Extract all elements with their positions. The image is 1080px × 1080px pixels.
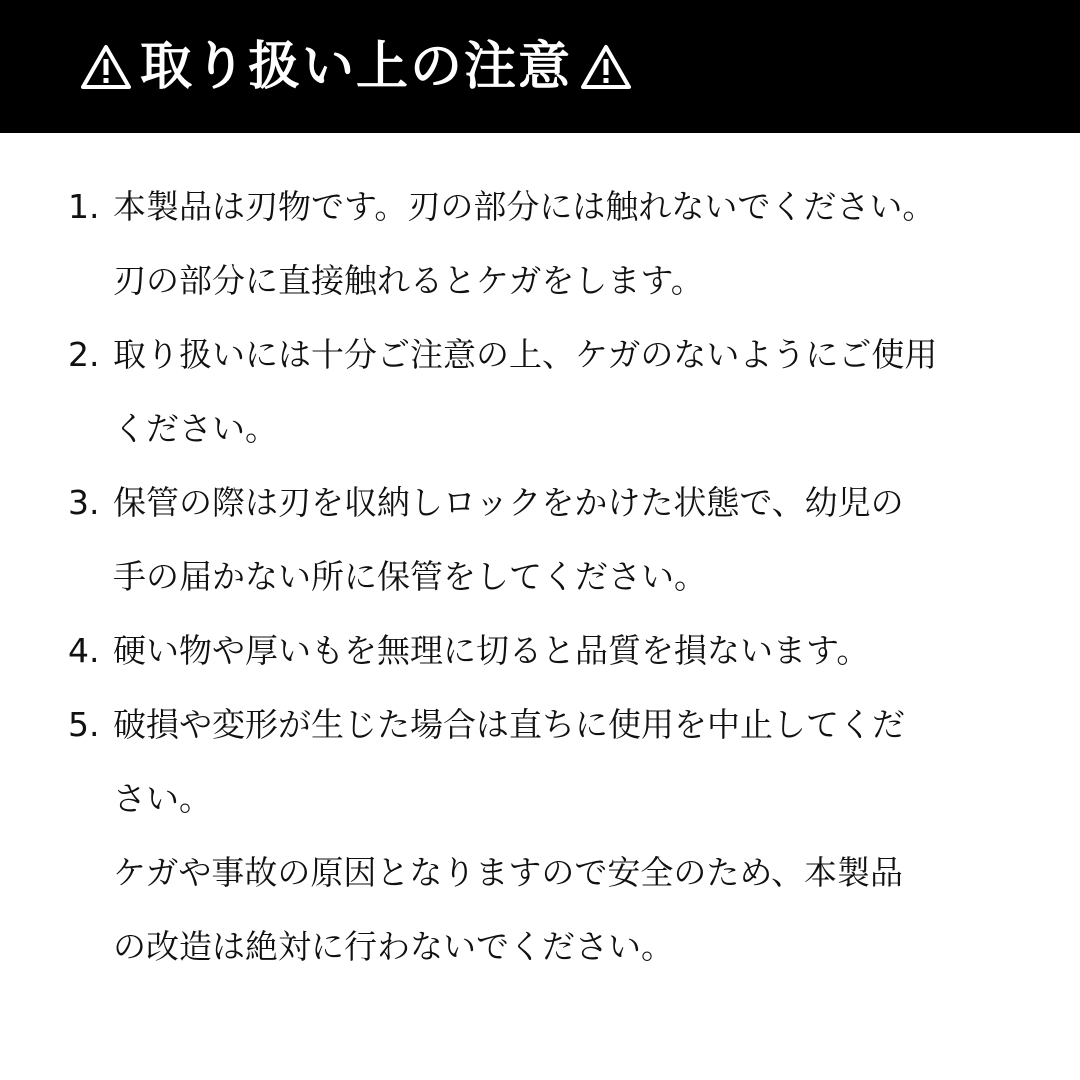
item-line: 刃の部分に直接触れるとケガをします。 [113, 261, 704, 300]
item-number: 3. [68, 483, 100, 522]
list-item [68, 170, 1028, 318]
list-item [68, 466, 1028, 614]
list-item [68, 688, 1028, 984]
item-line: 本製品は刃物です。刃の部分には触れないでください。 [113, 187, 936, 226]
item-line: ケガや事故の原因となりますので安全のため、本製品 [113, 853, 904, 892]
item-line: 取り扱いには十分ご注意の上、ケガのないようにご使用 [113, 335, 938, 374]
list-item [68, 614, 1028, 688]
list-item [68, 318, 1028, 466]
warning-triangle-icon [80, 44, 132, 90]
page-title [80, 36, 632, 97]
item-line: 破損や変形が生じた場合は直ちに使用を中止してくだ [113, 705, 905, 744]
title-text: 取り扱い上の注意 [140, 36, 573, 97]
item-line: 手の届かない所に保管をしてください。 [113, 557, 707, 596]
warning-triangle-icon [580, 44, 632, 90]
item-line: の改造は絶対に行わないでください。 [113, 927, 674, 966]
caution-list [68, 170, 1028, 984]
item-line: 硬い物や厚いもを無理に切ると品質を損ないます。 [113, 631, 870, 670]
item-number: 4. [68, 631, 100, 670]
item-line: 保管の際は刃を収納しロックをかけた状態で、幼児の [113, 483, 904, 522]
item-line: ください。 [113, 409, 278, 448]
item-number: 2. [68, 335, 100, 374]
item-line: さい。 [113, 779, 212, 818]
header-bar [0, 0, 1080, 133]
item-number: 1. [68, 187, 100, 226]
item-number: 5. [68, 705, 100, 744]
